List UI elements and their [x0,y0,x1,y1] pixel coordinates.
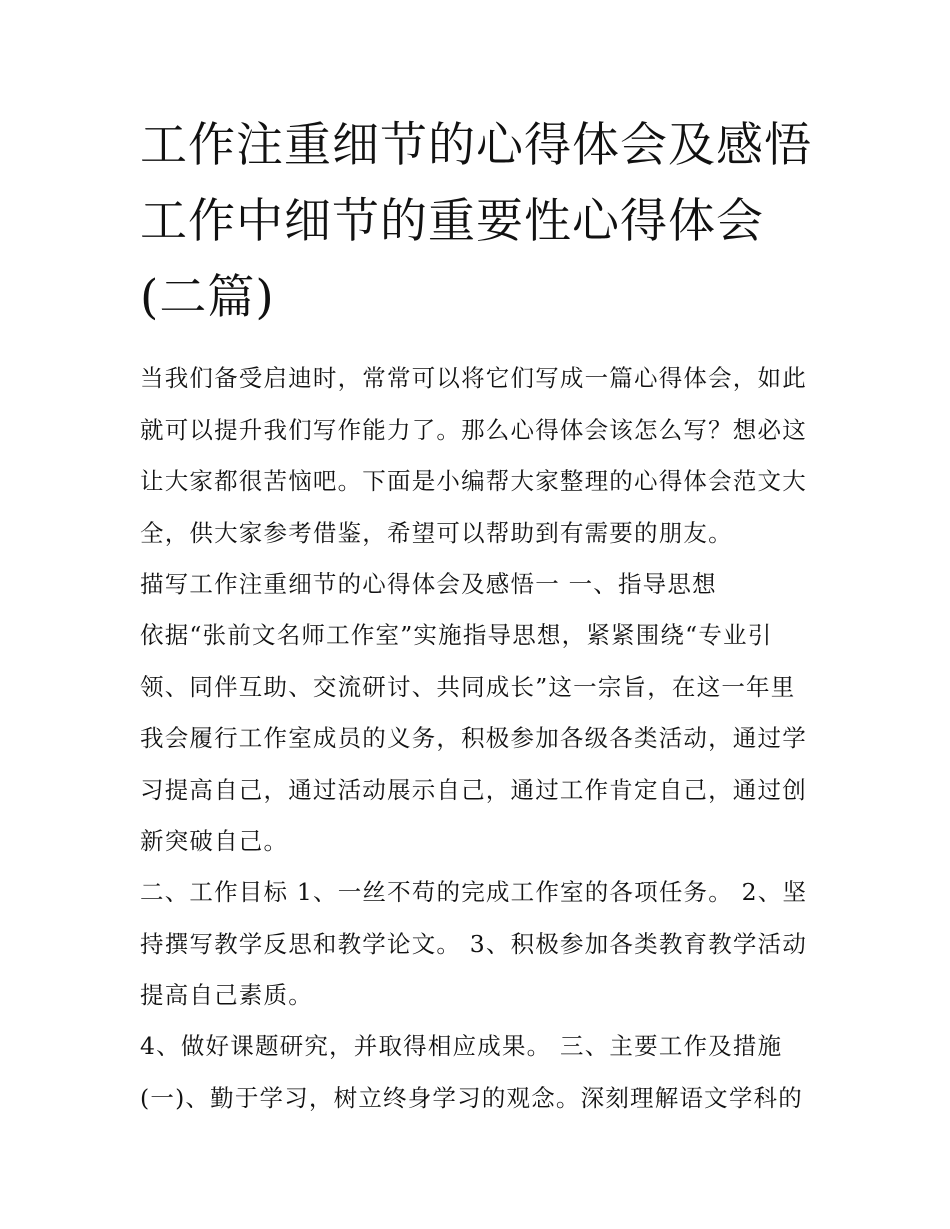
research-measures-paragraph: 4、做好课题研究，并取得相应成果。 三、主要工作及措施 (一)、勤于学习，树立终身学习的观念。深刻理解语文学科的 [140,1032,803,1112]
work-goals-paragraph: 二、工作目标 1、一丝不苟的完成工作室的各项任务。 2、坚持撰写教学反思和教学论文。 3、积极参加各类教育教学活动提高自己素质。 [140,878,808,1009]
intro-paragraph: 当我们备受启迪时，常常可以将它们写成一篇心得体会，如此就可以提升我们写作能力了。那么心得体会该怎么写？想必这让大家都很苦恼吧。下面是小编帮大家整理的心得体会范文大全，供大家参考借鉴，希望可以帮助到有需要的朋友。 [140,364,807,547]
section-heading-paragraph: 描写工作注重细节的心得体会及感悟一 一、指导思想 [140,570,717,598]
document-title: 工作注重细节的心得体会及感悟 工作中细节的重要性心得体会(二篇) [140,118,812,325]
guiding-basis-paragraph: 依据“张前文名师工作室”实施指导思想，紧紧围绕“专业引领、同伴互助、交流研讨、共同成长”这一宗旨，在这一年里我会履行工作室成员的义务，积极参加各级各类活动，通过学习提高自己，通过活动展示自己，通过工作肯定自己，通过创新突破自己。 [140,621,807,855]
